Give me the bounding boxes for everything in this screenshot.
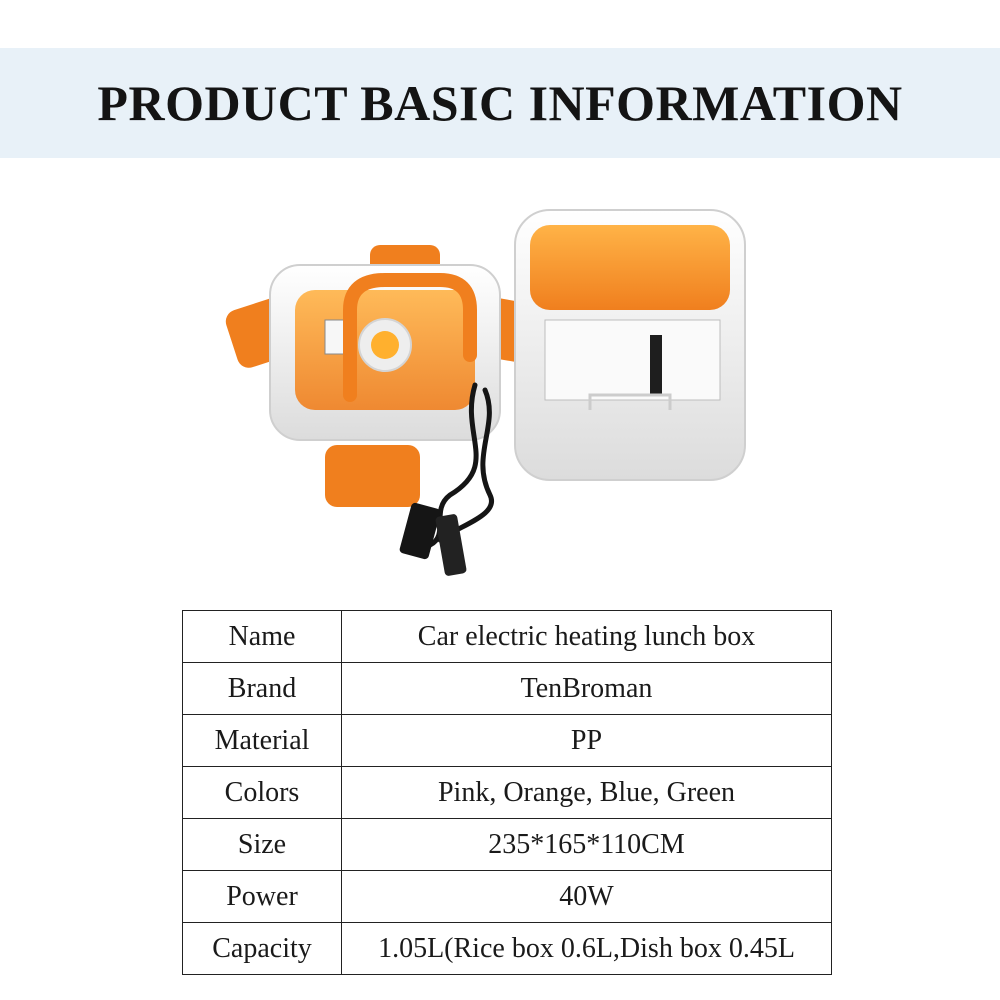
spec-value: PP	[342, 715, 832, 767]
spec-key: Capacity	[183, 923, 342, 975]
spec-value: Pink, Orange, Blue, Green	[342, 767, 832, 819]
table-row	[183, 767, 832, 819]
spec-value: 1.05L(Rice box 0.6L,Dish box 0.45L	[342, 923, 832, 975]
spec-value: 40W	[342, 871, 832, 923]
plug-connector	[399, 502, 441, 560]
spec-key: Brand	[183, 663, 342, 715]
spec-key: Power	[183, 871, 342, 923]
table-row	[183, 715, 832, 767]
spec-key: Size	[183, 819, 342, 871]
spec-key: Name	[183, 611, 342, 663]
spec-key: Colors	[183, 767, 342, 819]
table-row	[183, 663, 832, 715]
car-charger-plug	[435, 514, 467, 577]
product-photo	[200, 195, 760, 590]
product-spec-table	[182, 610, 832, 975]
table-row	[183, 611, 832, 663]
table-row	[183, 819, 832, 871]
table-row	[183, 923, 832, 975]
spec-value: TenBroman	[342, 663, 832, 715]
spec-value: Car electric heating lunch box	[342, 611, 832, 663]
spec-value: 235*165*110CM	[342, 819, 832, 871]
title-banner	[0, 48, 1000, 158]
spec-key: Material	[183, 715, 342, 767]
lunch-box-lid	[223, 245, 550, 507]
table-row	[183, 871, 832, 923]
lunch-box-base	[515, 210, 745, 480]
page-title: PRODUCT BASIC INFORMATION	[97, 75, 903, 131]
